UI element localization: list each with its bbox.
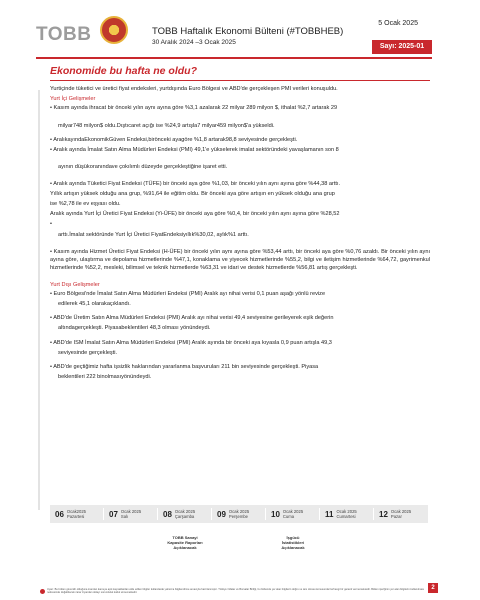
calendar-day-month: Ocak 2025 bbox=[174, 508, 196, 514]
domestic-ppi-line-cont: arttı.İmalat sektöründe Yurt İçi Üretici FiyatEndeksiyıllık%30,02, aylık%1 arttı. bbox=[58, 231, 249, 238]
bulletin-date: 5 Ocak 2025 bbox=[378, 20, 418, 27]
calendar-day-month: Ocak 2025 bbox=[390, 508, 412, 514]
domestic-bullet-exports-cont: milyar748 milyon$ oldu.Dıştıcaret açığı ise %24,9 artışla7 milyar459 milyon$'a yükseldi. bbox=[58, 122, 275, 129]
main-content bbox=[50, 62, 430, 383]
section-title-underline bbox=[50, 80, 430, 81]
event-column bbox=[50, 535, 104, 551]
foreign-heading: Yurt Dışı Gelişmeler bbox=[50, 281, 100, 288]
bulletin-title: TOBB Haftalık Ekonomi Bülteni (#TOBBHEB) bbox=[152, 26, 344, 37]
calendar-day-month: Ocak 2025 bbox=[336, 508, 357, 514]
event-line: TOBB Sanayi bbox=[172, 535, 198, 540]
domestic-bullet-confidence: • AralıkayındaEkonomikGüven Endeksi,birönceki ayagöre %1,8 artarak98,8 seviyesinde gerçekleşti. bbox=[50, 136, 298, 143]
calendar-day bbox=[320, 505, 374, 523]
foreign-bullet-ism: • ABD'de ISM İmalat Satın Alma Müdürleri Endeksi (PMI) Aralık ayında bir önceki aya kıyasla 0,9 puan artışla 49,3 bbox=[50, 339, 332, 346]
section-title: Ekonomide bu hafta ne oldu? bbox=[50, 65, 197, 77]
intro-text: Yurtiçinde tüketici ve üretici fiyat endeksleri, yurtdışında Euro Bölgesi ve ABD'de gerçekleşen PMI verileri konuşuldu. bbox=[50, 86, 338, 93]
calendar-day-month: Ocak 2025 bbox=[120, 508, 142, 514]
calendar-day bbox=[266, 505, 320, 523]
header-divider bbox=[36, 57, 432, 59]
domestic-heading: Yurt İçi Gelişmeler bbox=[50, 96, 96, 103]
domestic-cpi-line-3: ise %2,78 ile ev eşyası oldu. bbox=[50, 201, 121, 208]
weekly-calendar bbox=[50, 505, 428, 523]
calendar-day-number: 09 bbox=[217, 509, 226, 519]
calendar-day-number: 10 bbox=[271, 509, 280, 519]
event-line: Açıklanacak bbox=[173, 545, 197, 551]
domestic-ppi-line: Aralık ayında Yurt İçi Üretici Fiyat Endeksi (Yi-ÜFE) bir önceki aya göre %0,4, bir önceki yılın aynı ayına göre %28,52 bbox=[50, 211, 340, 218]
calendar-day bbox=[104, 505, 158, 523]
calendar-day-weekday: Pazartesi bbox=[66, 514, 85, 519]
calendar-day-weekday: Pazar bbox=[390, 514, 402, 519]
page-number: 2 bbox=[428, 583, 438, 593]
tobb-logo: TOBB bbox=[36, 24, 92, 45]
calendar-day-weekday: Cuma bbox=[282, 514, 295, 519]
domestic-bullet-pmi: • Aralık ayında İmalat Satın Alma Müdürleri Endeksi (PMI) 49,1'e yükselerek imalat sektöründeki yavaşlamanın son 8 bbox=[50, 146, 339, 153]
event-line: İstatistikleri bbox=[281, 540, 305, 546]
domestic-bullet-cpi: • Aralık ayında Tüketici Fiyat Endeksi (TÜFE) bir önceki aya göre %1,03, bir önceki yılın aynı ayına göre %44,38 arttı. bbox=[50, 180, 341, 187]
calendar-day bbox=[374, 505, 428, 523]
calendar-day-number: 08 bbox=[163, 509, 172, 519]
calendar-day-number: 11 bbox=[325, 509, 334, 519]
calendar-day bbox=[50, 505, 104, 523]
warning-icon bbox=[40, 589, 45, 594]
event-column bbox=[158, 535, 212, 551]
calendar-day-month: Ocak2025 bbox=[66, 508, 86, 514]
event-column bbox=[374, 535, 428, 551]
side-decorative-bar bbox=[38, 90, 40, 510]
foreign-bullet-euro-pmi: • Euro Bölgesi'nde İmalat Satın Alma Müdürleri Endeksi (PMI) Aralık ayı nihai verisi 0,1 puan aşağı yönlü revize bbox=[50, 291, 326, 298]
event-line: İşgücü bbox=[286, 535, 300, 540]
seal-emblem-icon bbox=[100, 16, 128, 44]
calendar-day-weekday: Cumartesi bbox=[336, 514, 356, 519]
foreign-bullet-jobless-cont: beklentileri 222 binolmasıyönündeydi. bbox=[58, 373, 152, 380]
domestic-bullet-exports: • Kasım ayında ihracat bir önceki yılın aynı ayına göre %3,1 azalarak 22 milyar 289 milyon $, ithalat %2,7 artarak 29 bbox=[50, 105, 338, 112]
event-column bbox=[266, 535, 320, 551]
event-column bbox=[320, 535, 374, 551]
event-line: Açıklanacak bbox=[281, 545, 305, 551]
calendar-day bbox=[212, 505, 266, 523]
calendar-day-month: Ocak 2025 bbox=[228, 508, 250, 514]
calendar-day-weekday: Perşembe bbox=[228, 514, 248, 519]
foreign-bullet-ism-cont: seviyesinde gerçekleşti. bbox=[58, 349, 118, 356]
domestic-bullet-pmi-cont: ayının düşükoranındave çokılımlı düzeyde gerçekleştiğine işaret etti. bbox=[58, 163, 228, 170]
event-column bbox=[212, 535, 266, 551]
event-column bbox=[104, 535, 158, 551]
footer-disclaimer: Uyarı: Bu bülten güvenilir olduğuna inanılan kamuya açık kaynaklardan elde edilen bilgiler kullanılarak yalnızca bilgilendirme amacıyla hazırlanmıştır. Türkiye Odalar ve Borsalar Birliği, bu bültende yer alan bilgilerin doğru ve tam olması konusunda herhangi bir garanti vermemektedir. Bülten içeriğinin yer alan bilgilerin kullanılması neticesinde doğabilecek zarar ziyandan dolayı sorumluluk kabul etmemektedir. bbox=[47, 588, 425, 595]
calendar-day-weekday: Salı bbox=[120, 514, 129, 519]
calendar-day bbox=[158, 505, 212, 523]
issue-badge: Sayı: 2025-01 bbox=[372, 40, 432, 54]
event-line: Kapasite Raporları bbox=[167, 540, 203, 546]
calendar-day-number: 07 bbox=[109, 509, 118, 519]
domestic-bullet-services-ppi: • Kasım ayında Hizmet Üretici Fiyat Endeksi (H-ÜFE) bir önceki yılın aynı ayına göre %53,44 arttı, bir önceki aya göre %0,76 azaldı. Bir önceki yılın aynı ayına göre, ulaştırma ve depolama hizmetlerinde %47,1, konaklama ve yiyecek hizmetlerinde %55,2, bilgi ve iletişim hizmetlerinde %64,72, gayrimenkul hizmetlerinde %52,2, mesleki, bilimsel ve teknik hizmetlerde %63,31 ve idari ve destek hizmetlerde %56,81 artış gerçekleşti. bbox=[50, 248, 430, 271]
domestic-cpi-line-2: Yıllık artışın yüksek olduğu ana grup, %91,64 ile eğitim oldu. Bir önceki aya göre artışın en yüksek olduğu ana grup bbox=[50, 191, 335, 198]
domestic-ppi-bullet-dot: • bbox=[50, 221, 52, 228]
foreign-bullet-us-pmi-cont: altındagerçekleşti. Piyasabeklentileri 48,3 olması yönündeydi. bbox=[58, 325, 211, 332]
calendar-day-number: 06 bbox=[55, 509, 64, 519]
calendar-day-weekday: Çarşamba bbox=[174, 514, 195, 519]
bulletin-date-range: 30 Aralık 2024 –3 Ocak 2025 bbox=[152, 39, 236, 46]
foreign-bullet-jobless: • ABD'de geçtiğimiz hafta işsizlik haklarından yararlanma başvuruları 211 bin seviyesinde gerçekleşti. Piyasa bbox=[50, 363, 319, 370]
foreign-bullet-euro-pmi-cont: edilerek 45,1 olarakaçıklandı. bbox=[58, 301, 131, 308]
calendar-events bbox=[50, 535, 428, 551]
calendar-day-month: Ocak 2025 bbox=[282, 508, 304, 514]
foreign-bullet-us-pmi: • ABD'de Üretim Satın Alma Müdürleri Endeksi (PMI) Aralık ayı nihai verisi 49,4 seviyesine gerileyerek eşik değerin bbox=[50, 315, 334, 322]
calendar-day-number: 12 bbox=[379, 509, 388, 519]
